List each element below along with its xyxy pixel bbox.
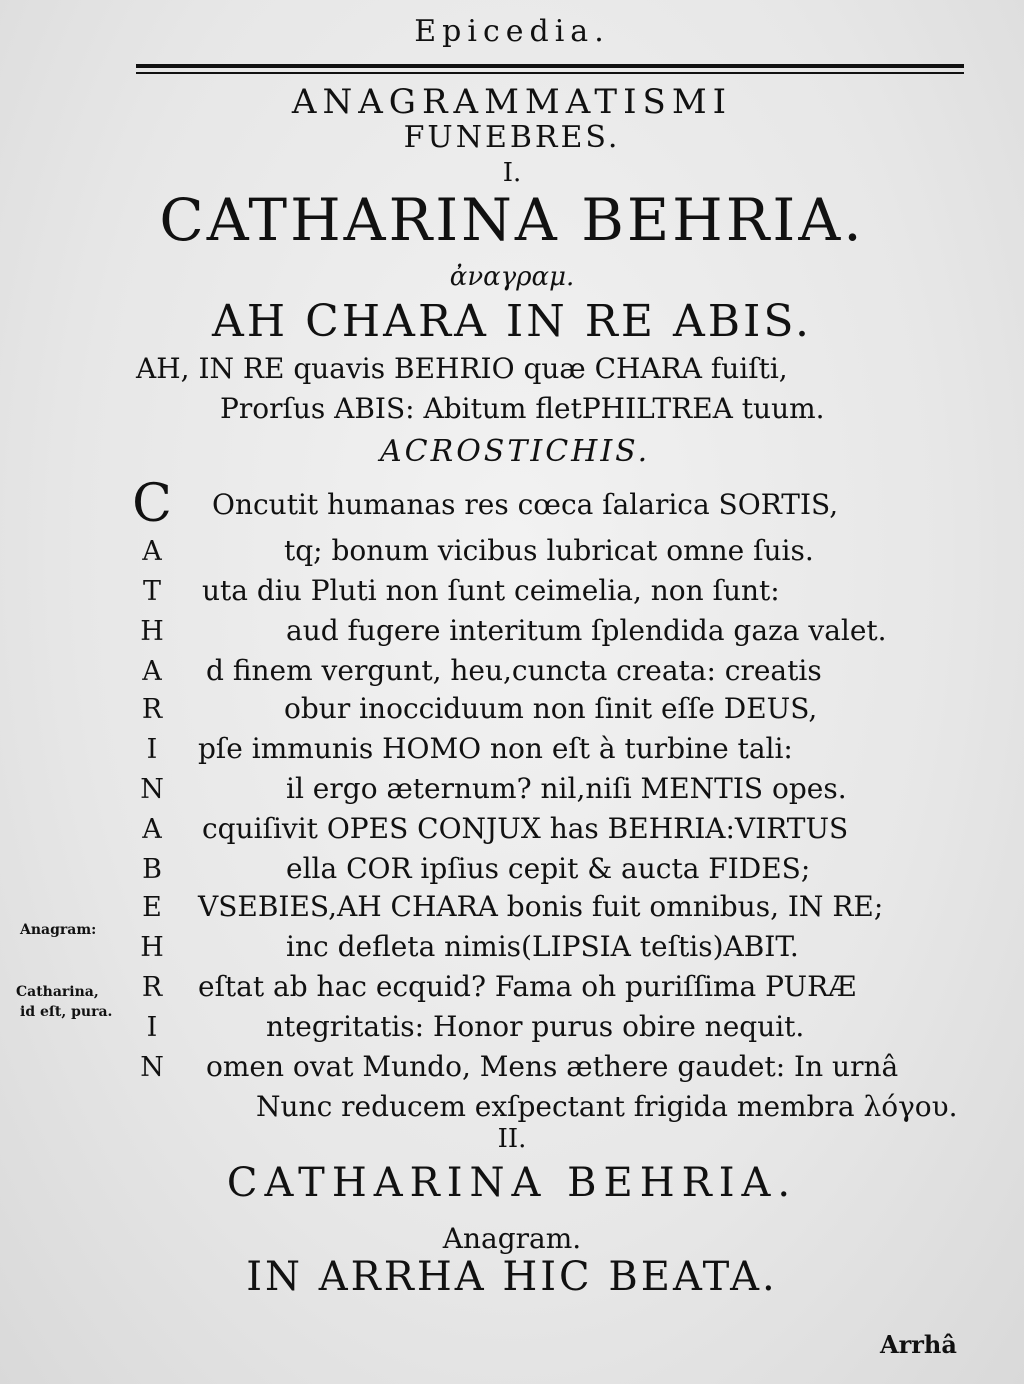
acrostic-letter: C bbox=[132, 474, 172, 534]
anagram-heading-2: IN ARRHA HIC BEATA. bbox=[246, 1254, 778, 1300]
margin-note-anagram: Anagram: bbox=[20, 922, 97, 938]
acrostic-letter: N bbox=[140, 1052, 164, 1083]
running-head: Epicedia. bbox=[414, 14, 610, 49]
anagram-label: Anagram. bbox=[442, 1222, 582, 1255]
acrostic-letter: H bbox=[140, 932, 164, 963]
anagram-heading-1: AH CHARA IN RE ABIS. bbox=[212, 296, 812, 347]
name-heading-1: CATHARINA BEHRIA. bbox=[159, 186, 865, 254]
acrostic-letter: N bbox=[140, 774, 164, 805]
acrostic-letter: T bbox=[142, 576, 161, 607]
acrostic-line: d finem vergunt, heu,cuncta creata: creatis bbox=[206, 654, 822, 687]
title-line-1: ANAGRAMMATISMI bbox=[291, 82, 733, 122]
acrostic-line: pſe immunis HOMO non eſt à turbine tali: bbox=[198, 732, 793, 765]
acrostic-letter: A bbox=[142, 814, 162, 845]
section-number-1: I. bbox=[502, 158, 522, 188]
acrostic-letter: I bbox=[146, 734, 158, 765]
acrostic-line: inc defleta nimis(LIPSIA teſtis)ABIT. bbox=[286, 930, 799, 963]
header-rule-thin bbox=[136, 72, 964, 74]
acrostic-letter: B bbox=[142, 854, 162, 885]
title-line-2: FUNEBRES. bbox=[403, 120, 621, 155]
closing-line: Nunc reducem exſpectant frigida membra λόγου. bbox=[256, 1090, 958, 1123]
greek-abbreviation: ἀναγραμ. bbox=[449, 262, 575, 292]
acrostic-letter: I bbox=[146, 1012, 158, 1043]
acrostic-line: obur inocciduum non ſinit eſſe DEUS, bbox=[284, 692, 818, 725]
acrostic-line: Oncutit humanas res cœca ſalarica SORTIS, bbox=[212, 488, 839, 521]
section-number-2: II. bbox=[497, 1124, 527, 1154]
acrostic-line: aud fugere interitum ſplendida gaza valet. bbox=[286, 614, 887, 647]
catchword: Arrhâ bbox=[880, 1330, 957, 1359]
acrostic-line: eſtat ab hac ecquid? Fama oh puriſſima PURÆ bbox=[198, 970, 857, 1003]
distich-line-1: AH, IN RE quavis BEHRIO quæ CHARA fuiſti, bbox=[136, 352, 788, 385]
acrostic-line: omen ovat Mundo, Mens æthere gaudet: In urnâ bbox=[206, 1050, 899, 1083]
acrostic-line: ella COR ipſius cepit & aucta FIDES; bbox=[286, 852, 811, 885]
margin-note-catharina: Catharina, bbox=[16, 984, 99, 1000]
acrostic-letter: H bbox=[140, 616, 164, 647]
distich-line-2: Prorſus ABIS: Abitum fletPHILTREA tuum. bbox=[220, 392, 825, 425]
acrostic-line: ntegritatis: Honor purus obire nequit. bbox=[266, 1010, 805, 1043]
acrostic-line: il ergo æternum? nil,niſi MENTIS opes. bbox=[286, 772, 847, 805]
name-heading-2: CATHARINA BEHRIA. bbox=[226, 1160, 798, 1206]
acrostic-letter: E bbox=[142, 892, 162, 923]
acrostic-letter: A bbox=[142, 536, 162, 567]
acrostic-line: tq; bonum vicibus lubricat omne ſuis. bbox=[284, 534, 814, 567]
acrostic-letter: R bbox=[141, 972, 163, 1003]
acrostic-letter: A bbox=[142, 656, 162, 687]
acrostic-title: ACROSTICHIS. bbox=[380, 434, 651, 469]
margin-note-pura: id eſt, pura. bbox=[20, 1004, 113, 1020]
acrostic-letter: R bbox=[141, 694, 163, 725]
header-rule-thick bbox=[136, 64, 964, 68]
acrostic-line: uta diu Pluti non ſunt ceimelia, non ſunt: bbox=[202, 574, 780, 607]
acrostic-line: cquiſivit OPES CONJUX has BEHRIA:VIRTUS bbox=[202, 812, 849, 845]
acrostic-line: VSEBIES,AH CHARA bonis fuit omnibus, IN RE; bbox=[198, 890, 884, 923]
